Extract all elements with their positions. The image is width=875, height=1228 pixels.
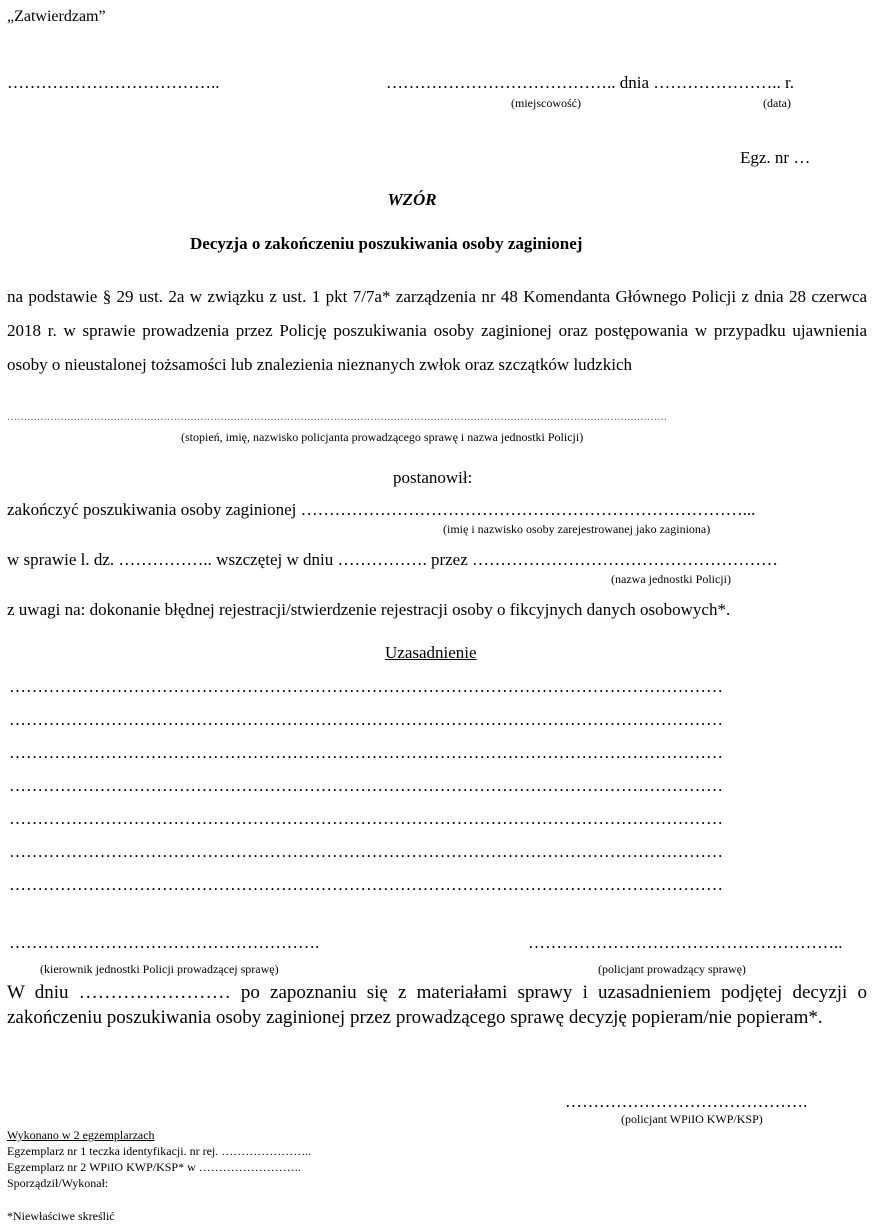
case-line: w sprawie l. dz. …………….. wszczętej w dniu ……………. przez ……………………………………………… bbox=[7, 550, 779, 569]
officer-signature-label: (policjant prowadzący sprawę) bbox=[598, 962, 746, 976]
wzor-heading: WZÓR bbox=[387, 190, 437, 209]
justification-line: ……………………………………………………………………………………………………………… bbox=[9, 677, 723, 696]
officer-dots: ……………………………………………………………………………………………………………………………………………………………………………… bbox=[7, 412, 667, 423]
head-signature-dots: ………………………………………………. bbox=[9, 933, 320, 952]
place-label: (miejscowość) bbox=[511, 96, 581, 110]
justification-line: ……………………………………………………………………………………………………………… bbox=[9, 710, 723, 729]
wpilo-signature-dots: ……………………………………. bbox=[565, 1092, 808, 1111]
copy-2-line: Egzemplarz nr 2 WPiIO KWP/KSP* w …………………….. bbox=[7, 1160, 301, 1174]
copy-1-line: Egzemplarz nr 1 teczka identyfikacji. nr rej. ………………….. bbox=[7, 1144, 312, 1158]
intro-paragraph: na podstawie § 29 ust. 2a w związku z ust. 1 pkt 7/7a* zarządzenia nr 48 Komendanta Głównego Policji z dnia 28 czerwca 2018 r. w sprawie prowadzenia przez Policję poszukiwania osoby zaginionej oraz postępowania w przypadku ujawnienia osoby o nieustalonej tożsamości lub znalezienia nieznanych zwłok oraz szczątków ludzkich bbox=[7, 287, 867, 374]
decided-text: postanowił: bbox=[393, 468, 473, 487]
approve-text: „Zatwierdzam” bbox=[7, 8, 106, 25]
approval-paragraph: W dniu …………………… po zapoznaniu się z materiałami sprawy i uzasadnieniem podjętej decyzji o zakończeniu poszukiwania osoby zaginionej przez prowadzącego sprawę decyzję popieram/nie popieram*. bbox=[7, 982, 867, 1028]
reason-line: z uwagi na: dokonanie błędnej rejestracji/stwierdzenie rejestracji osoby o fikcyjnych danych osobowych*. bbox=[7, 600, 731, 619]
left-header-dots: ……………………………….. bbox=[7, 73, 220, 92]
justification-lines bbox=[9, 670, 723, 901]
officer-signature-dots: ……………………………………………….. bbox=[528, 933, 843, 952]
justification-line: ……………………………………………………………………………………………………………… bbox=[9, 776, 723, 795]
unit-label: (nazwa jednostki Policji) bbox=[611, 572, 731, 586]
justification-line: ……………………………………………………………………………………………………………… bbox=[9, 809, 723, 828]
footnote: *Niewłaściwe skreślić bbox=[7, 1209, 115, 1223]
head-signature-label: (kierownik jednostki Policji prowadzącej sprawę) bbox=[40, 962, 279, 976]
justification-line: ……………………………………………………………………………………………………………… bbox=[9, 875, 723, 894]
copies-heading: Wykonano w 2 egzemplarzach bbox=[7, 1128, 155, 1142]
justification-line: ……………………………………………………………………………………………………………… bbox=[9, 842, 723, 861]
document-title: Decyzja o zakończeniu poszukiwania osoby zaginionej bbox=[190, 234, 583, 253]
justification-heading: Uzasadnienie bbox=[385, 643, 477, 662]
place-date-line: ………………………………….. dnia ………………….. r. bbox=[386, 73, 794, 92]
copy-number: Egz. nr … bbox=[740, 148, 811, 167]
wpilo-signature-label: (policjant WPiIO KWP/KSP) bbox=[621, 1112, 763, 1126]
justification-line: ……………………………………………………………………………………………………………… bbox=[9, 743, 723, 762]
date-label: (data) bbox=[763, 96, 791, 110]
officer-label: (stopień, imię, nazwisko policjanta prowadzącego sprawę i nazwa jednostki Policji) bbox=[181, 430, 584, 444]
end-search-line: zakończyć poszukiwania osoby zaginionej ……………………………………………………………………... bbox=[7, 500, 756, 519]
prepared-by: Sporządził/Wykonał: bbox=[7, 1176, 109, 1190]
person-label: (imię i nazwisko osoby zarejestrowanej jako zaginiona) bbox=[443, 522, 711, 536]
